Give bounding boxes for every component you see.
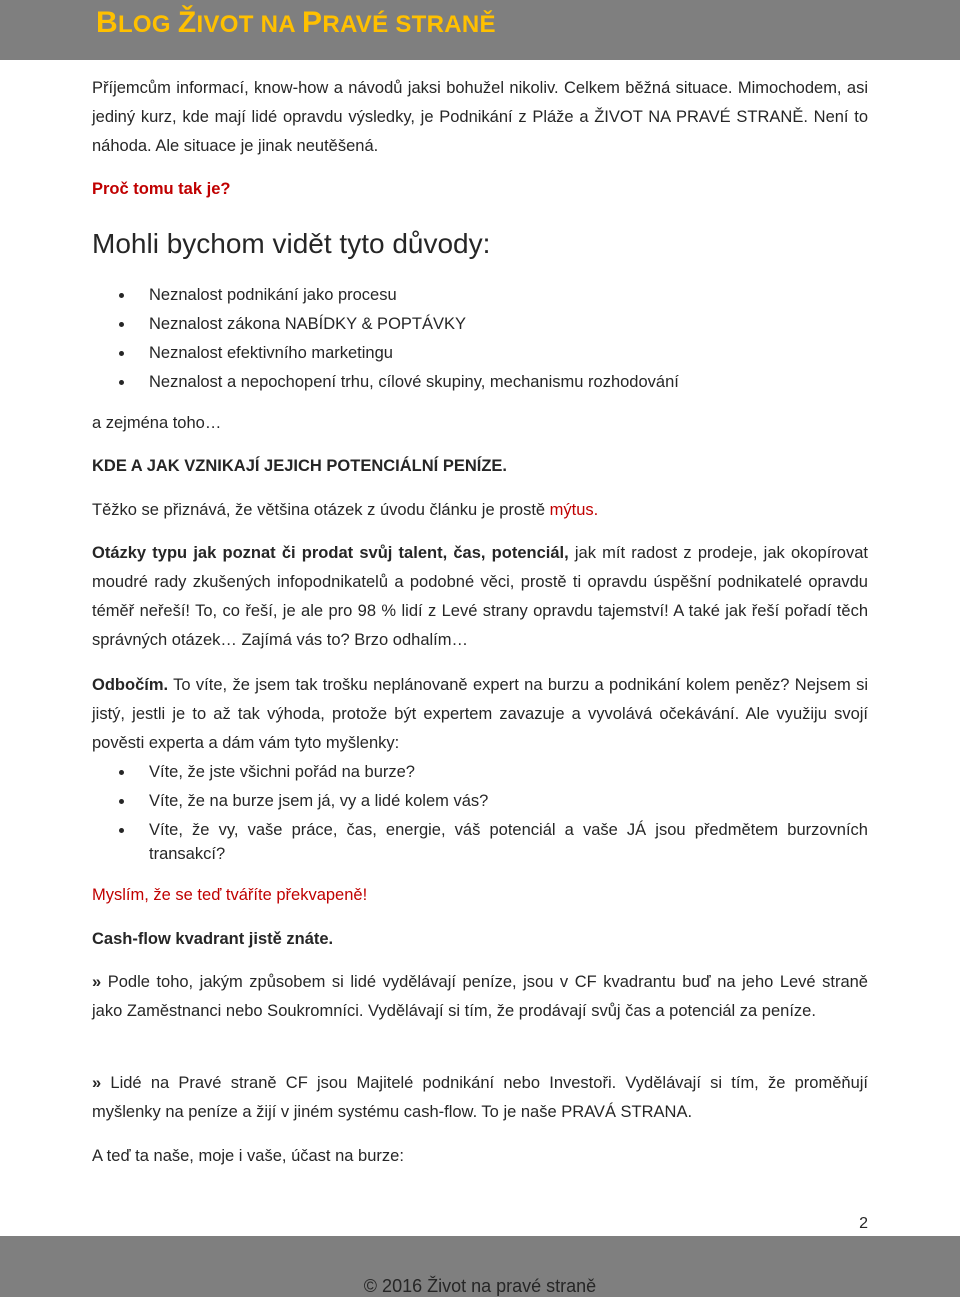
questions-text: jak mít radost z prodeje, jak okopírovat moudré rady zkušených infopodnikatelů a podobné věci, prostě ti opravdu úspěšní podnikatelé opravdu téměř neřeší! To, co řeší, je ale pro 98 % lidí z Levé strany opravdu tajemství! A také jak řeší pořadí těch správných otázek… Zajímá vás to? Brzo odhalím… xyxy=(92,544,868,649)
list-item: Neznalost zákona NABÍDKY & POPTÁVKY xyxy=(92,312,868,336)
list-item: Neznalost podnikání jako procesu xyxy=(92,283,868,307)
digression-paragraph xyxy=(92,671,868,758)
intro-paragraph: Příjemcům informací, know-how a návodů jaksi bohužel nikoliv. Celkem běžná situace. Mimochodem, asi jediný kurz, kde mají lidé opravdu výsledky, je Podnikání z Pláže a ŽIVOT NA PRAVÉ STRANĚ. Není to náhoda. Ale situace je jinak neutěšená. xyxy=(92,79,868,155)
cashflow-text: Podle toho, jakým způsobem si lidé vydělávají peníze, jsou v CF kvadrantu buď na jeho Levé straně jako Zaměstnanci nebo Soukromníci. Vydělávají si tím, že prodávají svůj čas a potenciál za peníze. xyxy=(92,973,868,1020)
cashflow-heading: Cash-flow kvadrant jistě znáte. xyxy=(92,930,334,948)
admission-paragraph xyxy=(92,496,868,525)
myth-word: mýtus. xyxy=(549,501,599,519)
cashflow-text: Lidé na Pravé straně CF jsou Majitelé podnikání nebo Investoři. Vydělávají si tím, že proměňují myšlenky na peníze a žijí v jiném systému cash-flow. To je naše PRAVÁ STRANA. xyxy=(92,1074,868,1121)
why-question: Proč tomu tak je? xyxy=(92,180,231,198)
list-item: Víte, že jste všichni pořád na burze? xyxy=(92,760,868,784)
title-part: P xyxy=(302,6,323,39)
potential-money-heading: KDE A JAK VZNIKAJÍ JEJICH POTENCIÁLNÍ PENÍZE. xyxy=(92,457,508,475)
especially-text: a zejména toho… xyxy=(92,414,222,432)
digression-text: To víte, že jsem tak trošku neplánovaně expert na burzu a podnikání kolem peněz? Nejsem si jistý, jestli je to až tak výhoda, protože být expertem zavazuje a vyvolává očekávání. Ale využiju svojí pověsti experta a dám vám tyto myšlenky: xyxy=(92,676,868,752)
blog-title xyxy=(96,6,496,40)
burza-list xyxy=(92,760,868,866)
title-part: RAVÉ STRANĚ xyxy=(322,11,496,38)
title-part: LOG xyxy=(117,11,178,38)
digression-bold: Odbočím. xyxy=(92,676,169,694)
questions-paragraph xyxy=(92,539,868,655)
page-number: 2 xyxy=(859,1215,868,1232)
list-item: Víte, že na burze jsem já, vy a lidé kolem vás? xyxy=(92,789,868,813)
arrow-marker: » xyxy=(92,1074,102,1092)
arrow-marker: » xyxy=(92,973,102,991)
burza-intro: A teď ta naše, moje i vaše, účast na burze: xyxy=(92,1147,404,1165)
title-part: B xyxy=(96,6,118,39)
header-bar xyxy=(0,0,960,60)
list-item: Neznalost a nepochopení trhu, cílové skupiny, mechanismu rozhodování xyxy=(92,370,868,394)
title-part: Ž xyxy=(177,6,197,39)
cashflow-paragraph-right xyxy=(92,1069,868,1127)
list-item: Víte, že vy, vaše práce, čas, energie, váš potenciál a vaše JÁ jsou předmětem burzovních transakcí? xyxy=(92,818,868,866)
surprised-text: Myslím, že se teď tváříte překvapeně! xyxy=(92,886,368,904)
cashflow-paragraph-left xyxy=(92,968,868,1026)
reasons-heading: Mohli bychom vidět tyto důvody: xyxy=(92,228,491,259)
list-item: Neznalost efektivního marketingu xyxy=(92,341,868,365)
reasons-list xyxy=(92,283,868,394)
copyright-text: © 2016 Život na pravé straně xyxy=(363,1276,597,1296)
questions-bold: Otázky typu jak poznat či prodat svůj talent, čas, potenciál, xyxy=(92,544,569,562)
admission-text: Těžko se přiznává, že většina otázek z úvodu článku je prostě xyxy=(92,501,550,519)
title-part: IVOT NA xyxy=(196,11,302,38)
